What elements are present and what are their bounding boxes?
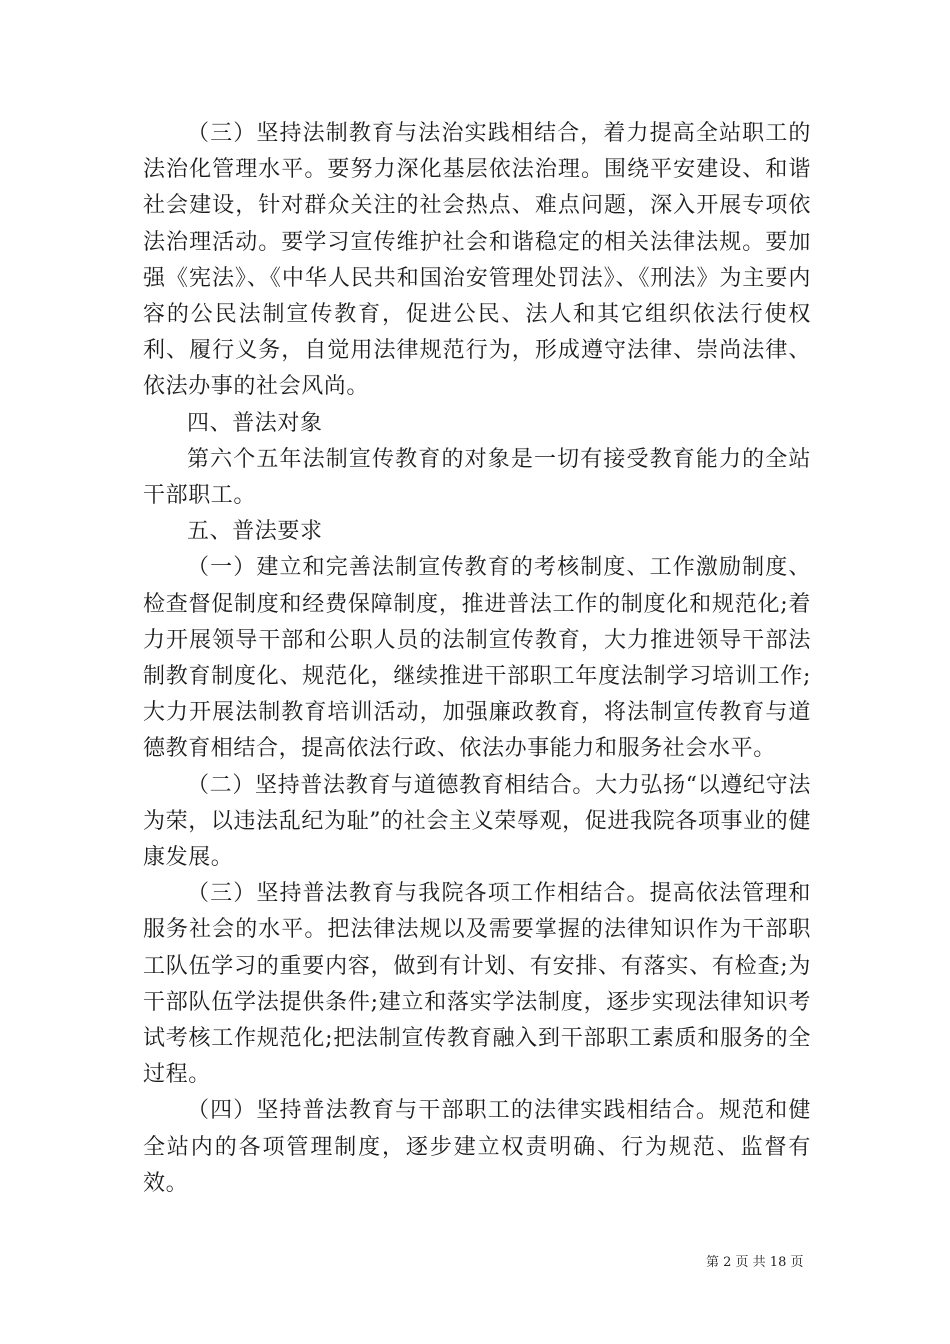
document-body (143, 116, 811, 1202)
page-number-footer: 第 2 页 共 18 页 (706, 1255, 804, 1270)
paragraph-section-3-rule-of-law: （三）坚持法制教育与法治实践相结合，着力提高全站职工的法治化管理水平。要努力深化基层依法治理。围绕平安建设、和谐社会建设，针对群众关注的社会热点、难点问题，深入开展专项依法治理活动。要学习宣传维护社会和谐稳定的相关法律法规。要加强《宪法》、《中华人民共和国治安管理处罚法》、《刑法》为主要内容的公民法制宣传教育，促进公民、法人和其它组织依法行使权利、履行义务，自觉用法律规范行为，形成遵守法律、崇尚法律、依法办事的社会风尚。 (143, 121, 811, 400)
heading-requirements: 五、普法要求 (187, 519, 323, 545)
heading-audience: 四、普法对象 (187, 410, 323, 436)
paragraph-requirement-3: （三）坚持普法教育与我院各项工作相结合。提高依法管理和服务社会的水平。把法律法规以及需要掌握的法律知识作为干部职工队伍学习的重要内容，做到有计划、有安排、有落实、有检查;为干部队伍学法提供条件;建立和落实学法制度，逐步实现法律知识考试考核工作规范化;把法制宣传教育融入到干部职工素质和服务的全过程。 (143, 881, 811, 1088)
paragraph-requirement-2: （二）坚持普法教育与道德教育相结合。大力弘扬“以遵纪守法为荣，以违法乱纪为耻”的社会主义荣辱观，促进我院各项事业的健康发展。 (143, 772, 811, 871)
paragraph-requirement-1: （一）建立和完善法制宣传教育的考核制度、工作激励制度、检查督促制度和经费保障制度，推进普法工作的制度化和规范化;着力开展领导干部和公职人员的法制宣传教育，大力推进领导干部法制教育制度化、规范化，继续推进干部职工年度法制学习培训工作;大力开展法制教育培训活动，加强廉政教育，将法制宣传教育与道德教育相结合，提高依法行政、依法办事能力和服务社会水平。 (143, 555, 811, 762)
paragraph-requirement-4: （四）坚持普法教育与干部职工的法律实践相结合。规范和健全站内的各项管理制度，逐步建立权责明确、行为规范、监督有效。 (143, 1098, 811, 1196)
paragraph-audience: 第六个五年法制宣传教育的对象是一切有接受教育能力的全站干部职工。 (143, 446, 811, 509)
